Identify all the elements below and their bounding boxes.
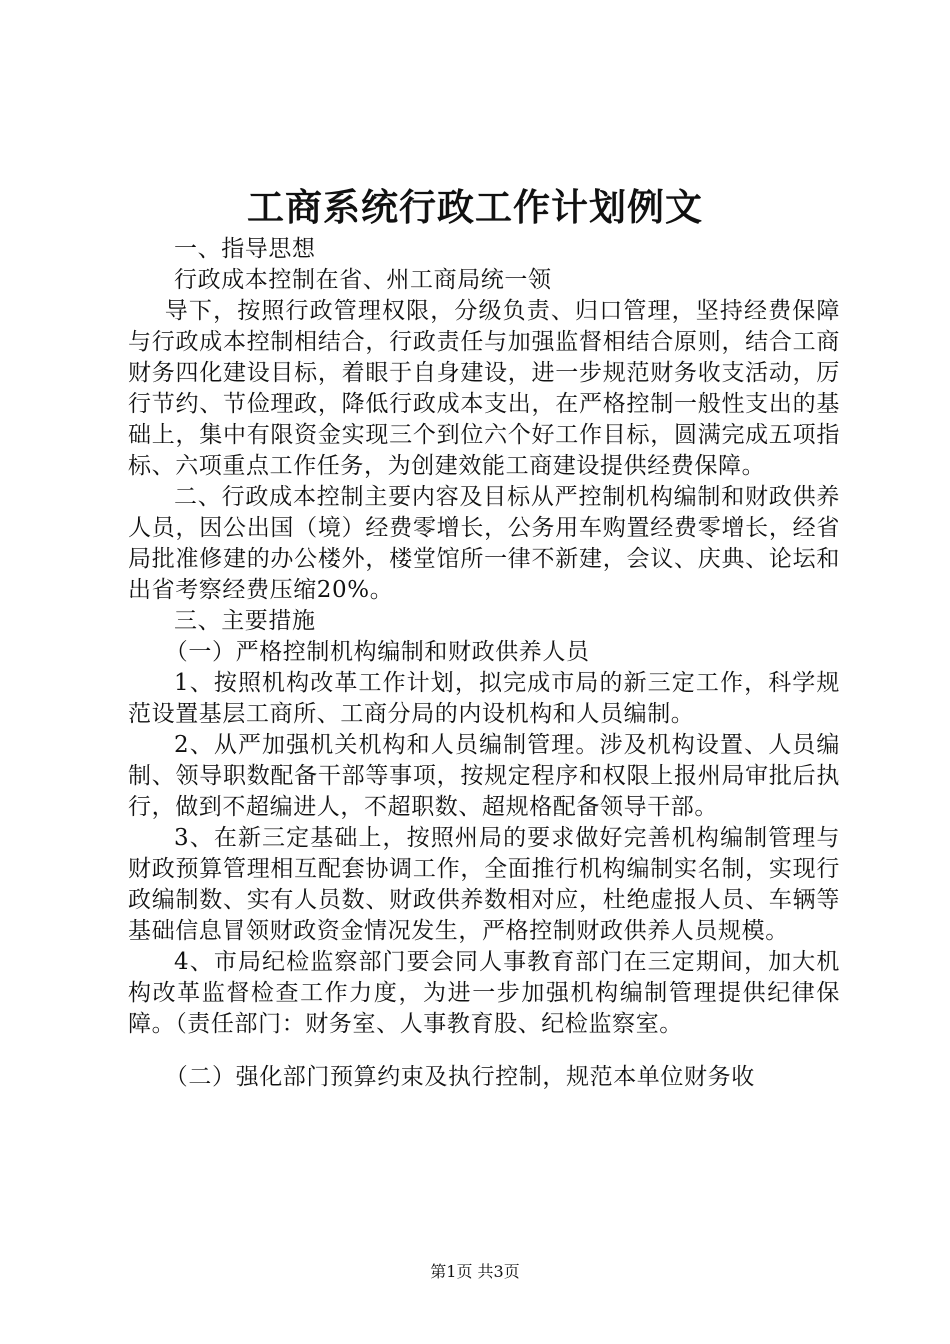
paragraph: 二、行政成本控制主要内容及目标从严控制机构编制和财政供养人员，因公出国（境）经费零增长，公务用车购置经费零增长，经省局批准修建的办公楼外，楼堂馆所一律不新建，会议、庆典、论坛和出省考察经费压缩20%。: [128, 484, 840, 603]
section-heading-main-measures: 三、主要措施: [174, 608, 316, 634]
paragraph: 行政成本控制在省、州工商局统一领: [174, 267, 552, 293]
paragraph: 3、在新三定基础上，按照州局的要求做好完善机构编制管理与财政预算管理相互配套协调工作，全面推行机构编制实名制，实现行政编制数、实有人员数、财政供养数相对应，杜绝虚报人员、车辆等基础信息冒领财政资金情况发生，严格控制财政供养人员规模。: [128, 825, 840, 944]
paragraph: 1、按照机构改革工作计划，拟完成市局的新三定工作，科学规范设置基层工商所、工商分局的内设机构和人员编制。: [128, 670, 840, 727]
page-footer: 第1页 共3页: [430, 1262, 520, 1281]
subsection-heading: （二）强化部门预算约束及执行控制，规范本单位财务收: [164, 1064, 755, 1090]
paragraph: 2、从严加强机关机构和人员编制管理。涉及机构设置、人员编制、领导职数配备干部等事项，按规定程序和权限上报州局审批后执行，做到不超编进人，不超职数、超规格配备领导干部。: [128, 732, 840, 820]
section-heading-guiding-thought: 一、指导思想: [174, 236, 316, 262]
document-title: 工商系统行政工作计划例文: [247, 185, 703, 229]
subsection-heading: （一）严格控制机构编制和财政供养人员: [164, 639, 590, 665]
paragraph: 导下，按照行政管理权限，分级负责、归口管理，坚持经费保障与行政成本控制相结合，行政责任与加强监督相结合原则，结合工商财务四化建设目标，着眼于自身建设，进一步规范财务收支活动，厉行节约、节俭理政，降低行政成本支出，在严格控制一般性支出的基础上，集中有限资金实现三个到位六个好工作目标，圆满完成五项指标、六项重点工作任务，为创建效能工商建设提供经费保障。: [128, 298, 840, 479]
paragraph: 4、市局纪检监察部门要会同人事教育部门在三定期间，加大机构改革监督检查工作力度，为进一步加强机构编制管理提供纪律保障。（责任部门：财务室、人事教育股、纪检监察室。: [128, 949, 840, 1037]
document-body: [128, 234, 840, 1093]
